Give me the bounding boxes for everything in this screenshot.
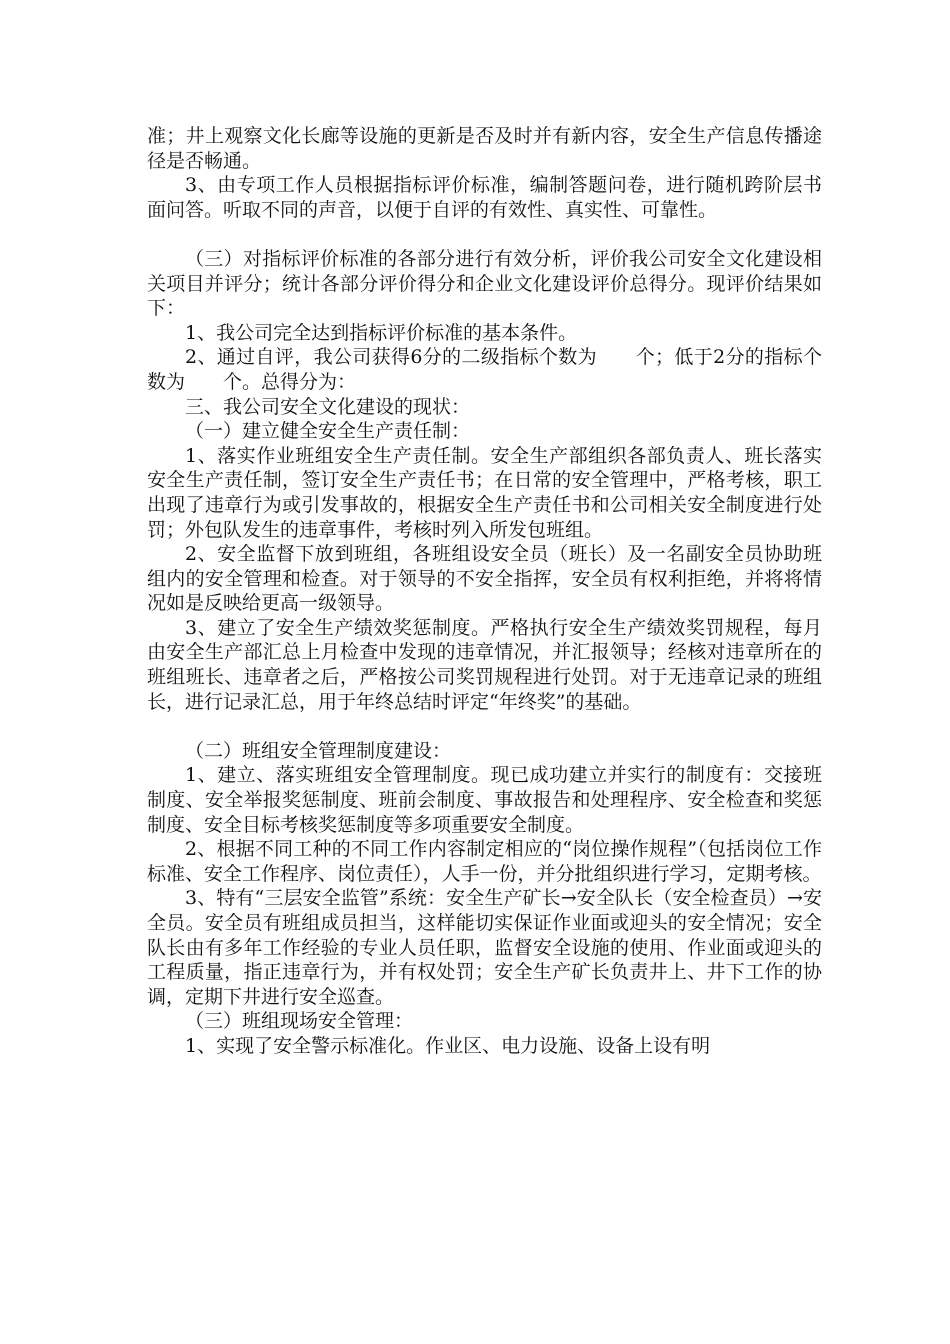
- paragraph-management-3: 3、特有“三层安全监管”系统：安全生产矿长→安全队长（安全检查员）→安全员。安全员有班组成员担当，这样能切实保证作业面或迎头的安全情况；安全队长由有多年工作经验的专业人员任职，监督安全设施的使用、作业面或迎头的工程质量，指正违章行为，并有权处罚；安全生产矿长负责井上、井下工作的协调，定期下井进行安全巡查。: [147, 887, 822, 1008]
- paragraph-result-2: 2、通过自评，我公司获得6分的二级指标个数为 个；低于2分的指标个数为 个。总得分为：: [147, 346, 822, 393]
- paragraph-continuation: 准；井上观察文化长廊等设施的更新是否及时并有新内容，安全生产信息传播途径是否畅通。: [147, 125, 822, 172]
- subsection-heading-management: （二）班组安全管理制度建设：: [185, 739, 452, 762]
- subsection-heading-responsibility: （一）建立健全安全生产责任制：: [185, 420, 471, 443]
- section-heading-status: 三、我公司安全文化建设的现状：: [185, 395, 471, 418]
- subsection-heading-site: （三）班组现场安全管理：: [185, 1010, 414, 1033]
- paragraph-analysis: （三）对指标评价标准的各部分进行有效分析，评价我公司安全文化建设相关项目并评分；统计各部分评价得分和企业文化建设评价总得分。现评价结果如下：: [147, 247, 822, 320]
- document-body: [147, 124, 822, 1059]
- paragraph-survey-method: 3、由专项工作人员根据指标评价标准，编制答题问卷，进行随机跨阶层书面问答。听取不同的声音，以便于自评的有效性、真实性、可靠性。: [147, 174, 822, 221]
- paragraph-responsibility-2: 2、安全监督下放到班组，各班组设安全员（班长）及一名副安全员协助班组内的安全管理和检查。对于领导的不安全指挥，安全员有权利拒绝，并将将情况如是反映给更高一级领导。: [147, 543, 822, 615]
- paragraph-result-1: 1、我公司完全达到指标评价标准的基本条件。: [185, 321, 578, 344]
- paragraph-gap: [147, 222, 822, 247]
- paragraph-management-2: 2、根据不同工种的不同工作内容制定相应的“岗位操作规程”（包括岗位工作标准、安全工作程序、岗位责任），人手一份，并分批组织进行学习，定期考核。: [147, 838, 822, 885]
- paragraph-responsibility-1: 1、落实作业班组安全生产责任制。安全生产部组织各部负责人、班长落实安全生产责任制，签订安全生产责任书；在日常的安全管理中，严格考核，职工出现了违章行为或引发事故的，根据安全生产责任书和公司相关安全制度进行处罚；外包队发生的违章事件，考核时列入所发包班组。: [147, 444, 822, 541]
- paragraph-gap: [147, 714, 822, 739]
- paragraph-responsibility-3: 3、建立了安全生产绩效奖惩制度。严格执行安全生产绩效奖罚规程，每月由安全生产部汇总上月检查中发现的违章情况，并汇报领导；经核对违章所在的班组班长、违章者之后，严格按公司奖罚规程进行处罚。对于无违章记录的班组长，进行记录汇总，用于年终总结时评定“年终奖”的基础。: [147, 616, 822, 713]
- paragraph-site-1: 1、实现了安全警示标准化。作业区、电力设施、设备上设有明: [185, 1034, 711, 1057]
- paragraph-management-1: 1、建立、落实班组安全管理制度。现已成功建立并实行的制度有：交接班制度、安全举报奖惩制度、班前会制度、事故报告和处理程序、安全检查和奖惩制度、安全目标考核奖惩制度等多项重要安全制度。: [147, 764, 822, 836]
